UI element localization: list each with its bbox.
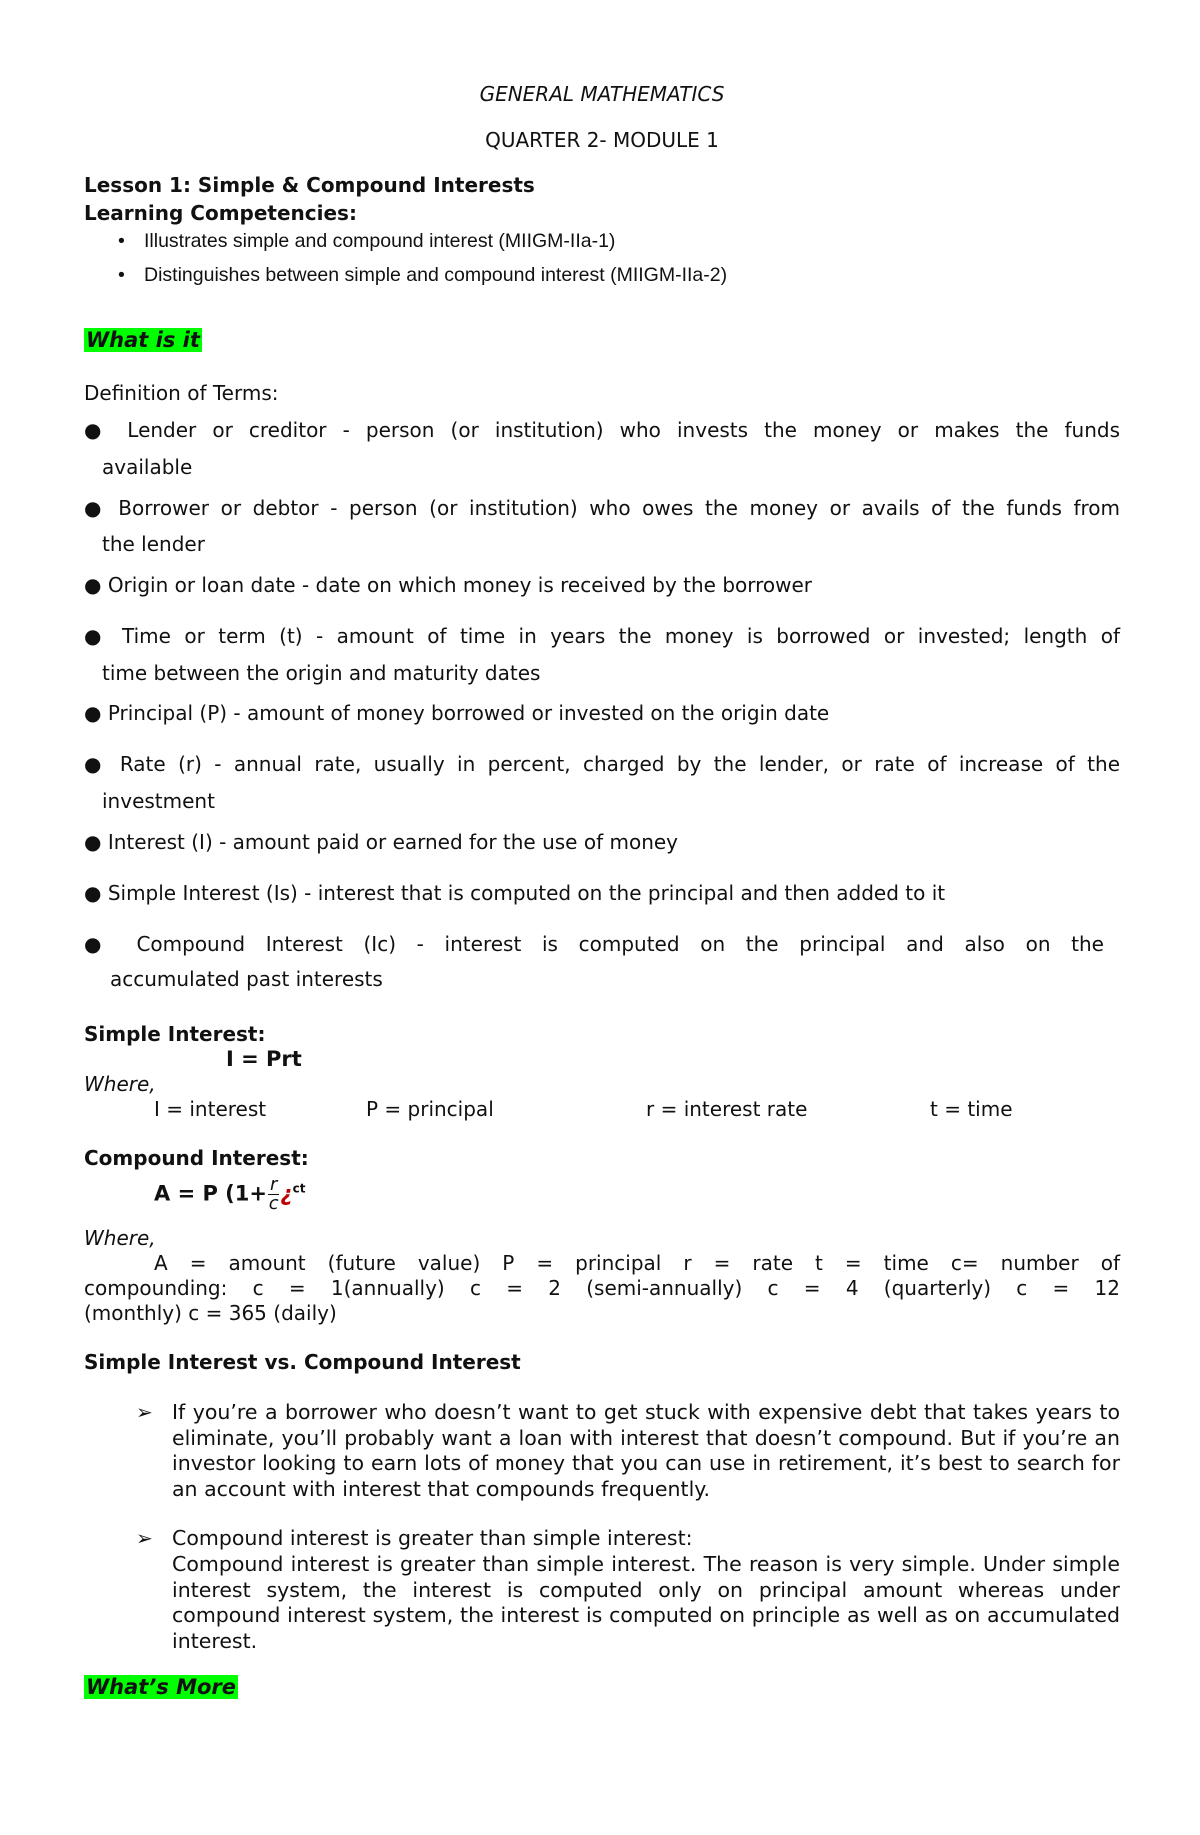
compound-where-label: Where, — [84, 1226, 156, 1250]
simple-interest-formula: I = Prt — [226, 1047, 302, 1071]
competency-item: • Distinguishes between simple and compound interest (MIIGM-IIa-2) — [118, 264, 728, 286]
compound-interest-formula: A = P (1+ $\frac{r}{c}$ ¿$^{ct}$ — [154, 1174, 306, 1214]
arrow-bullet-icon: ➢ — [136, 1400, 153, 1424]
comparison-point-2-body: Compound interest is greater than simple interest. The reason is very simple. Under simple interest system, the interest is computed only on principal amount whereas under compound interest system, the interest is computed on principle as well as on accumulated interest. — [172, 1552, 1120, 1653]
competencies-heading: Learning Competencies: — [84, 201, 357, 225]
bullet-icon: ● — [84, 701, 102, 725]
term-item: ● Time or term (t) - amount of time in years the money is borrowed or invested; length of — [84, 624, 1121, 648]
whats-more-heading: What’s More — [86, 1675, 237, 1699]
bullet-icon: ● — [84, 496, 107, 520]
comparison-heading: Simple Interest vs. Compound Interest — [84, 1350, 521, 1374]
bullet-icon: ● — [84, 830, 102, 854]
lesson-title: Lesson 1: Simple & Compound Interests — [84, 173, 535, 197]
bullet-icon: ● — [84, 624, 109, 648]
rate-fraction: $\frac{r}{c}$ — [268, 1174, 279, 1214]
term-item: ● Origin or loan date - date on which money is received by the borrower — [84, 573, 813, 597]
compound-interest-heading: Compound Interest: — [84, 1146, 309, 1170]
bullet-icon: ● — [84, 752, 108, 776]
definitions-heading: Definition of Terms: — [84, 381, 279, 405]
simple-interest-heading: Simple Interest: — [84, 1022, 266, 1046]
term-item: ● Interest (I) - amount paid or earned for the use of money — [84, 830, 679, 854]
simple-where-label: Where, — [84, 1072, 156, 1096]
term-item: ● Principal (P) - amount of money borrowed or invested on the origin date — [84, 701, 830, 725]
var-interest: I = interest — [154, 1097, 267, 1121]
comparison-point-1: If you’re a borrower who doesn’t want to get stuck with expensive debt that takes years to eliminate, you’ll probably want a loan with interest that doesn’t compound. But if you’re an investor looking to earn lots of money that you can use in retirement, it’s best to search for an account with interest that compounds frequently. — [172, 1400, 1120, 1501]
term-item: ● Simple Interest (Is) - interest that is computed on the principal and then added to it — [84, 881, 946, 905]
competency-item: • Illustrates simple and compound interest (MIIGM-IIa-1) — [118, 230, 616, 252]
var-rate: r = interest rate — [646, 1097, 808, 1121]
term-continuation: accumulated past interests — [110, 967, 383, 991]
compound-vars-line3: (monthly) c = 365 (daily) — [84, 1301, 337, 1325]
bullet-icon: ● — [84, 418, 112, 442]
bullet-icon: • — [118, 230, 125, 252]
document-subtitle: QUARTER 2- MODULE 1 — [485, 128, 719, 152]
comparison-point-2-title: Compound interest is greater than simple interest: — [172, 1526, 693, 1550]
bullet-icon: ● — [84, 573, 102, 597]
compound-vars-line1: A = amount (future value) P = principal r = rate t = time c= number of — [154, 1251, 1120, 1275]
term-continuation: the lender — [102, 532, 205, 556]
term-item: ● Compound Interest (Ic) - interest is computed on the principal and also on the — [84, 932, 1104, 956]
term-continuation: available — [102, 455, 193, 479]
term-item: ● Borrower or debtor - person (or institution) who owes the money or avails of the funds from — [84, 496, 1121, 520]
bullet-icon: • — [118, 264, 125, 286]
bullet-icon: ● — [84, 881, 102, 905]
term-continuation: investment — [102, 789, 215, 813]
var-principal: P = principal — [366, 1097, 494, 1121]
arrow-bullet-icon: ➢ — [136, 1526, 153, 1550]
document-title: GENERAL MATHEMATICS — [479, 82, 725, 106]
term-item: ● Lender or creditor - person (or institution) who invests the money or makes the funds — [84, 418, 1121, 442]
var-time: t = time — [930, 1097, 1013, 1121]
what-is-it-heading: What is it — [86, 328, 200, 352]
compound-vars-line2: compounding: c = 1(annually) c = 2 (semi-annually) c = 4 (quarterly) c = 12 — [84, 1276, 1120, 1300]
term-continuation: time between the origin and maturity dates — [102, 661, 541, 685]
bullet-icon: ● — [84, 932, 116, 956]
term-item: ● Rate (r) - annual rate, usually in percent, charged by the lender, or rate of increase of the — [84, 752, 1121, 776]
